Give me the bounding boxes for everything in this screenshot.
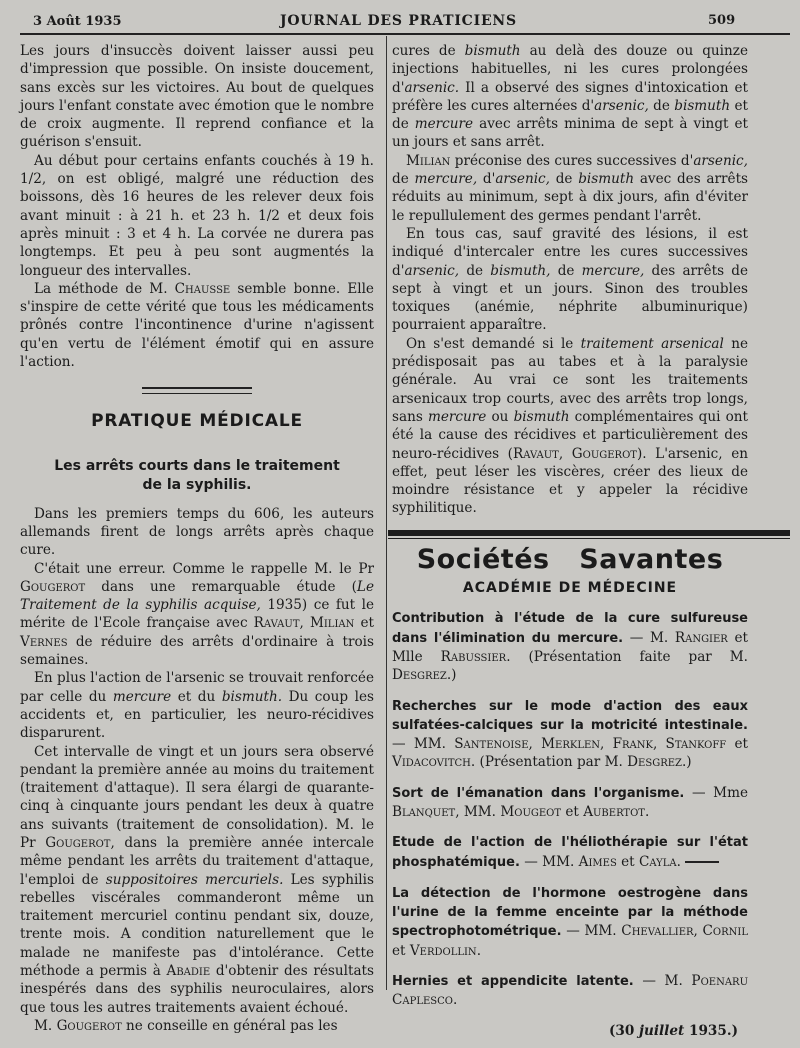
- section-heading: PRATIQUE MÉDICALE: [91, 411, 303, 432]
- dash-mark: [685, 861, 719, 863]
- paragraph: Cet intervalle de vingt et un jours sera observé pendant la première année au moins du traitement (traitement d'attaque). Il sera élargi de quarante-cinq à cinquante jours pendant les deux à quatre ans suivants (traitement de consolidation). M. le Pr Gougerot, dans la première année intercale même pendant les arrêts du traitement d'attaque, l'emploi de suppositoires mercuriels. Les syphilis rebelles viscérales commanderont même un traitement mercuriel continu pendant six, douze, trente mois. A condition naturellement que le malade ne manifeste pas d'intolérance. Cette méthode a permis à Abadie d'obtenir des résultats inespérés dans des syphilis neuroculaires, alors que tous les autres traitements avaient échoué.: [20, 743, 374, 1016]
- section-thick-rule: [388, 530, 790, 536]
- paragraph: Milian préconise des cures successives d'arsenic, de mercure, d'arsenic, de bismuth avec des arrêts réduits au minimum, sept à dix jours, afin d'éviter le repullulement des germes pendant l'arrêt.: [392, 152, 749, 224]
- communication-entry: Etude de l'action de l'héliothérapie sur l'état phosphatémique. — MM. Aimes et Cayla.: [392, 835, 748, 870]
- paragraph: La méthode de M. Chausse semble bonne. Elle s'inspire de cette vérité que tous les médicaments prônés contre l'incontinence d'urine n'agissent qu'en vertu de l'élément émotif qui en assure l'action.: [20, 280, 374, 371]
- communication-entry: Recherches sur le mode d'action des eaux sulfatées-calciques sur la motricité intestinale. — MM. Santenoise, Merklen, Frank, Stankoff et Vidacovitch. (Présentation par M. Desgrez.): [392, 698, 748, 771]
- author-name: Chausse: [174, 280, 231, 297]
- communication-entry: Contribution à l'étude de la cure sulfureuse dans l'élimination du mercure. — M. Rangier et Mlle Rabussier. (Présentation faite par M. Desgrez.): [392, 611, 749, 684]
- column-divider: [386, 36, 387, 990]
- paragraph: Dans les premiers temps du 606, les auteurs allemands firent de longs arrêts après chaque cure.: [20, 505, 374, 559]
- journal-title: JOURNAL DES PRATICIENS: [280, 13, 517, 29]
- paragraph: En plus l'action de l'arsenic se trouvait renforcée par celle du mercure et du bismuth. Du coup les accidents et, en particulier, les neuro-récidives disparurent.: [20, 670, 374, 742]
- page-header: [0, 0, 800, 34]
- paragraph: cures de bismuth au delà des douze ou quinze injections habituelles, ni les cures prolongées d'arsenic. Il a observé des signes d'intoxication et préfère les cures alternées d'arsenic, de bismuth et de mercure avec arrêts minima de sept à vingt et un jours et sans arrêt.: [392, 43, 748, 151]
- page-number: 509: [708, 13, 736, 28]
- section-thin-rule: [388, 538, 790, 539]
- communication-entry: La détection de l'hormone oestrogène dans l'urine de la femme enceinte par la méthode spectrophotométrique. — MM. Chevallier, Cornil et Verdollin.: [392, 885, 749, 959]
- societes-heading: Sociétés Savantes: [416, 543, 724, 575]
- header-rule: [20, 33, 790, 35]
- session-date: (30 juillet 1935.): [608, 1022, 738, 1039]
- section-rule: [142, 387, 252, 394]
- paragraph: Les jours d'insuccès doivent laisser aussi peu d'impression que possible. On insiste doucement, sans excès sur les victoires. Au bout de quelques jours l'enfant constate avec émotion que le nombre de croix augmente. Il reprend confiance et la guérison s'ensuit.: [20, 43, 374, 151]
- right-column: [392, 42, 748, 1040]
- paragraph: En tous cas, sauf gravité des lésions, il est indiqué d'intercaler entre les cures successives d'arsenic, de bismuth, de mercure, des arrêts de sept à vingt et un jours. Sinon des troubles toxiques (anémie, néphrite albuminurique) pourraient apparaître.: [392, 225, 748, 334]
- paragraph: On s'est demandé si le traitement arsenical ne prédisposait pas au tabes et à la paralysie générale. Au vrai ce sont les traitements arsenicaux trop courts, avec des arrêts trop longs, sans mercure ou bismuth complémentaires qui ont été la cause des récidives et particulièrement des neuro-récidives (Ravaut, Gougerot). L'arsenic, en effet, peut léser les viscères, créer des lieux de moindre résistance et y appeler la récidive syphilitique.: [392, 335, 748, 517]
- header-date: 3 Août 1935: [33, 14, 122, 29]
- paragraph: M. Gougerot ne conseille en général pas les: [34, 1017, 338, 1034]
- paragraph: Au début pour certains enfants couchés à 19 h. 1/2, on est obligé, malgré une réduction des boissons, dès 16 heures de les relever deux fois avant minuit : à 21 h. et 23 h. 1/2 et deux fois après minuit : 3 et 4 h. La corvée ne durera pas longtemps. Et peu à peu sont augmentés la longueur des intervalles.: [20, 152, 374, 279]
- paragraph: C'était une erreur. Comme le rappelle M. le Pr Gougerot dans une remarquable étude (Le Traitement de la syphilis acquise, 1935) ce fut le mérite de l'Ecole française avec Ravaut, Milian et Vernes de réduire des arrêts d'ordinaire à trois semaines.: [20, 560, 375, 669]
- article-title: Les arrêts courts dans le traitement de la syphilis.: [54, 457, 340, 493]
- academie-heading: ACADÉMIE DE MÉDECINE: [462, 580, 678, 597]
- communication-entry: Sort de l'émanation dans l'organisme. — Mme Blanquet, MM. Mougeot et Aubertot.: [392, 784, 749, 820]
- left-column: [20, 42, 374, 1035]
- communication-entry: Hernies et appendicite latente. — M. Poenaru Caplesco.: [392, 973, 748, 1009]
